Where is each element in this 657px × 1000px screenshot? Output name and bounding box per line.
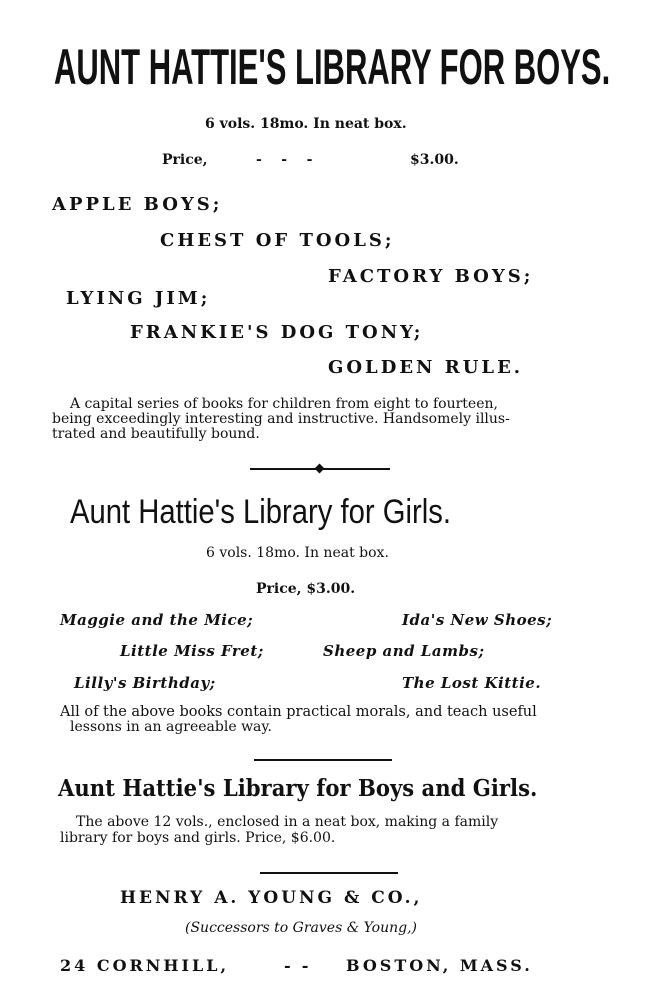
boys-book-chest-of-tools: CHEST OF TOOLS; — [160, 230, 395, 251]
girls-book-little-miss-fret: Little Miss Fret; — [120, 642, 264, 660]
boys-description-line-2: being exceedingly interesting and instructive. Handsomely illus- — [52, 411, 510, 427]
girls-book-sheep-and-lambs: Sheep and Lambs; — [323, 642, 485, 660]
boys-description-line-1: A capital series of books for children from eight to fourteen, — [70, 396, 498, 412]
boys-price-dashes: - - - — [256, 152, 313, 168]
girls-library-title: Aunt Hattie's Library for Girls. — [70, 493, 451, 531]
both-description-line-1: The above 12 vols., enclosed in a neat box, making a family — [76, 814, 499, 830]
section-divider-3 — [260, 872, 398, 874]
publisher-address-dashes: - - — [284, 956, 309, 975]
divider-diamond-ornament — [315, 464, 325, 474]
boys-price-label: Price, — [162, 152, 208, 168]
girls-book-lillys-birthday: Lilly's Birthday; — [74, 674, 216, 692]
boys-library-title: AUNT HATTIE'S LIBRARY FOR BOYS. — [54, 39, 611, 95]
section-divider-2 — [254, 759, 392, 761]
girls-book-idas-new-shoes: Ida's New Shoes; — [402, 611, 553, 629]
boys-book-frankies-dog-tony: FRANKIE'S DOG TONY; — [130, 322, 424, 343]
boys-vols-info: 6 vols. 18mo. In neat box. — [205, 116, 407, 132]
boys-description-line-3: trated and beautifully bound. — [52, 426, 260, 442]
girls-book-maggie-and-the-mice: Maggie and the Mice; — [60, 611, 254, 629]
boys-and-girls-library-title: Aunt Hattie's Library for Boys and Girls. — [58, 775, 538, 802]
girls-description-line-1: All of the above books contain practical morals, and teach useful — [60, 704, 537, 720]
girls-price: Price, $3.00. — [256, 581, 356, 597]
boys-price-value: $3.00. — [410, 152, 459, 168]
girls-vols-info: 6 vols. 18mo. In neat box. — [206, 545, 389, 561]
publisher-successors: (Successors to Graves & Young,) — [185, 920, 417, 936]
girls-book-the-lost-kittie: The Lost Kittie. — [402, 674, 542, 692]
boys-book-golden-rule: GOLDEN RULE. — [328, 357, 524, 378]
publisher-name: HENRY A. YOUNG & CO., — [120, 888, 423, 908]
publisher-address-street: 24 CORNHILL, — [60, 956, 230, 975]
boys-book-apple-boys: APPLE BOYS; — [52, 194, 223, 215]
publisher-address-city: BOSTON, MASS. — [346, 956, 533, 975]
boys-book-lying-jim: LYING JIM; — [66, 288, 211, 309]
boys-book-factory-boys: FACTORY BOYS; — [328, 266, 534, 287]
both-description-line-2: library for boys and girls. Price, $6.00. — [60, 830, 336, 846]
girls-description-line-2: lessons in an agreeable way. — [70, 719, 272, 735]
